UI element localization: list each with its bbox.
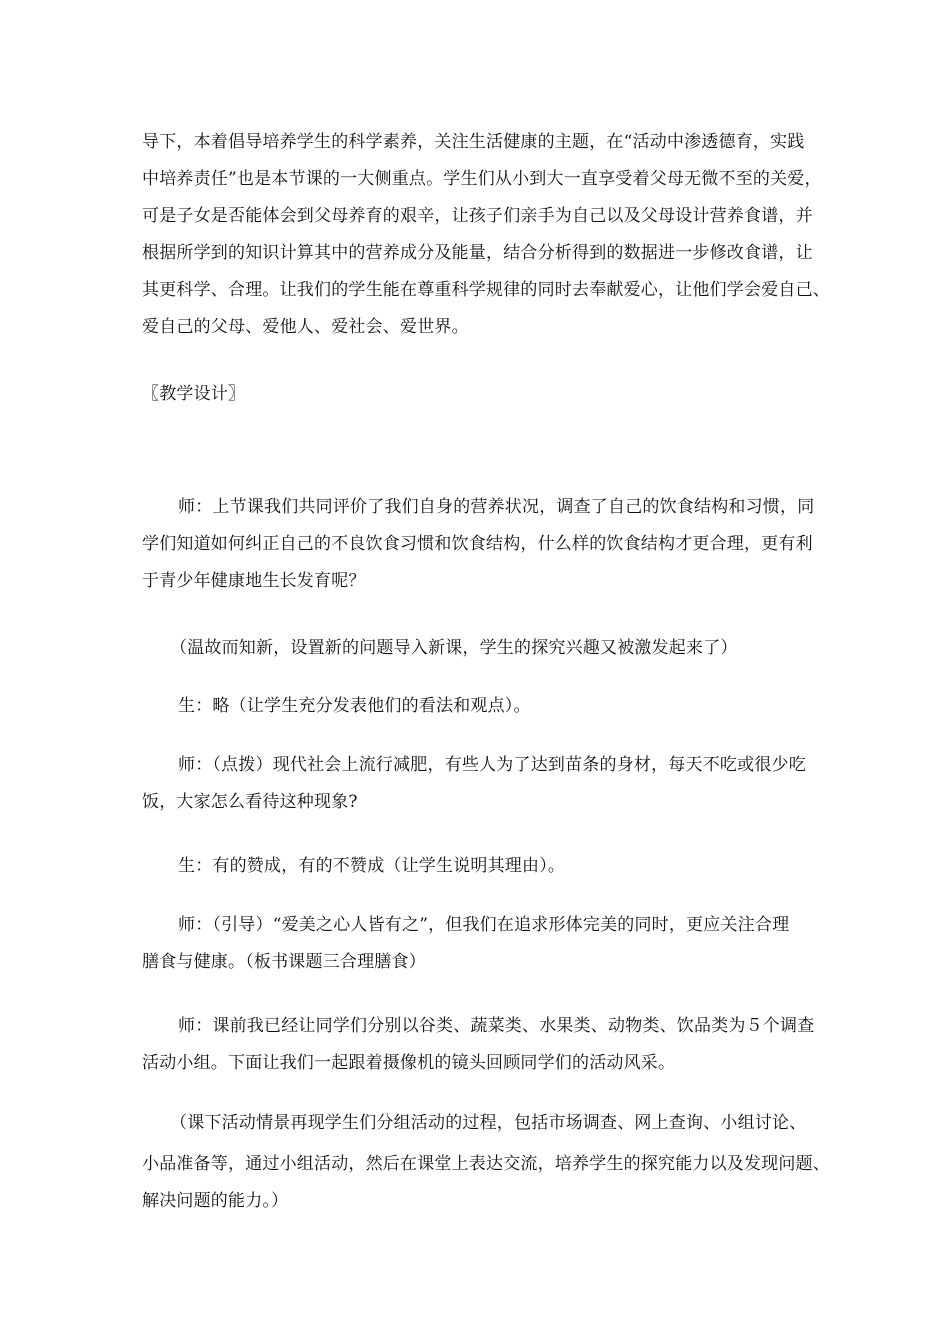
paragraph-line: 解决问题的能力。） [142, 1191, 289, 1211]
paragraph-line: 饭，大家怎么看待这种现象? [142, 792, 358, 812]
paragraph-line: 师：（引导）“爱美之心人皆有之”，但我们在追求形体完美的同时，更应关注合理 [178, 915, 790, 935]
intro-line: 可是子女是否能体会到父母养育的艰辛，让孩子们亲手为自己以及父母设计营养食谱，并 [142, 206, 813, 226]
intro-line: 其更科学、合理。让我们的学生能在尊重科学规律的同时去奉献爱心，让他们学会爱自己、 [142, 280, 830, 300]
intro-line: 导下，本着倡导培养学生的科学素养，关注生活健康的主题，在“活动中渗透德育，实践 [142, 132, 805, 152]
paragraph-line: 膳食与健康。（板书课题三合理膳食） [142, 952, 426, 972]
paragraph-line: 生：略（让学生充分发表他们的看法和观点）。 [178, 696, 531, 716]
paragraph-line: 学们知道如何纠正自己的不良饮食习惯和饮食结构，什么样的饮食结构才更合理，更有利 [142, 534, 813, 554]
paragraph-line: 小品准备等，通过小组活动，然后在课堂上表达交流，培养学生的探究能力以及发现问题、 [142, 1154, 830, 1174]
paragraph-line: （温故而知新，设置新的问题导入新课，学生的探究兴趣又被激发起来了） [170, 638, 738, 658]
paragraph-line: 活动小组。下面让我们一起跟着摄像机的镜头回顾同学们的活动风采。 [142, 1053, 676, 1073]
paragraph-line: 于青少年健康地生长发育呢？ [142, 571, 366, 591]
paragraph-line: 师：课前我已经让同学们分别以谷类、蔬菜类、水果类、动物类、饮品类为５个调查 [178, 1016, 815, 1036]
section-heading: 〖教学设计〗 [142, 384, 246, 404]
paragraph-line: 生：有的赞成，有的不赞成（让学生说明其理由）。 [178, 856, 566, 876]
paragraph-line: 师：（点拨）现代社会上流行减肥，有些人为了达到苗条的身材，每天不吃或很少吃 [178, 755, 806, 775]
paragraph-line: （课下活动情景再现学生们分组活动的过程，包括市场调查、网上查询、小组讨论、 [170, 1113, 807, 1133]
intro-line: 根据所学到的知识计算其中的营养成分及能量，结合分析得到的数据进一步修改食谱，让 [142, 243, 813, 263]
paragraph-line: 师：上节课我们共同评价了我们自身的营养状况，调查了自己的饮食结构和习惯，同 [178, 497, 815, 517]
intro-line: 中培养责任”也是本节课的一大侧重点。学生们从小到大一直享受着父母无微不至的关爱， [142, 169, 822, 189]
intro-line: 爱自己的父母、爱他人、爱社会、爱世界。 [142, 317, 469, 337]
